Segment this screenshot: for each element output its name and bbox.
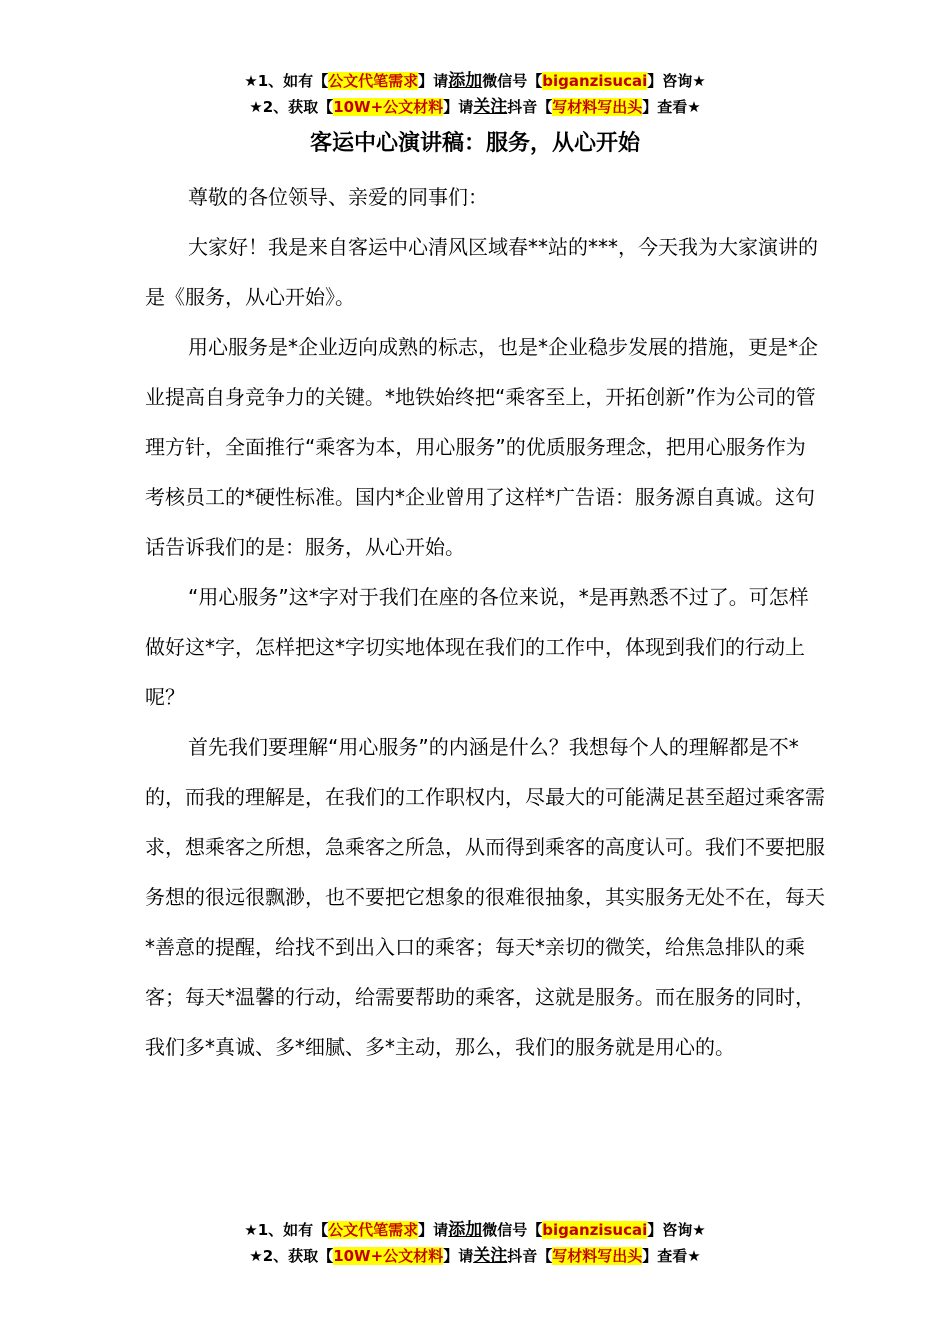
paragraph-salutation: 尊敬的各位领导、亲爱的同事们： — [188, 185, 488, 209]
paragraph: 大家好！我是来自客运中心清风区域春**站的***，今天我为大家演讲的是《服务，从心开始》。 — [145, 235, 818, 309]
banner-text: 】请 — [443, 98, 474, 116]
banner-emphasis: 关注 — [473, 97, 508, 117]
banner-text: 】查看★ — [642, 1247, 701, 1265]
banner-text: 】请 — [418, 1221, 449, 1239]
banner-line-2 — [0, 1243, 950, 1269]
banner-highlight: 10W+公文材料 — [333, 98, 444, 116]
banner-highlight: 写材料写出头 — [552, 1247, 643, 1265]
banner-highlight: biganzisucai — [542, 72, 648, 90]
banner-line-2 — [0, 94, 950, 120]
banner-text: 】请 — [443, 1247, 474, 1265]
banner-text: ★2、获取【 — [249, 1247, 334, 1265]
document-body — [145, 172, 825, 1072]
banner-line-1 — [0, 68, 950, 94]
banner-highlight: 公文代笔需求 — [328, 1221, 419, 1239]
banner-text: 】查看★ — [642, 98, 701, 116]
paragraph: 用心服务是*企业迈向成熟的标志，也是*企业稳步发展的措施，更是*企业提高自身竞争力的关键。*地铁始终把“乘客至上，开拓创新”作为公司的管理方针，全面推行“乘客为本，用心服务”的优质服务理念，把用心服务作为考核员工的*硬性标准。国内*企业曾用了这样*广告语：服务源自真诚。这句话告诉我们的是：服务，从心开始。 — [145, 335, 818, 559]
banner-emphasis: 关注 — [473, 1246, 508, 1266]
banner-emphasis: 添加 — [448, 71, 483, 91]
banner-text: 抖音【 — [507, 1247, 553, 1265]
paragraph: “用心服务”这*字对于我们在座的各位来说，*是再熟悉不过了。可怎样做好这*字，怎样把这*字切实地体现在我们的工作中，体现到我们的行动上呢？ — [145, 585, 809, 709]
banner-highlight: 10W+公文材料 — [333, 1247, 444, 1265]
banner-text: 】请 — [418, 72, 449, 90]
banner-text: 抖音【 — [507, 98, 553, 116]
banner-text: 微信号【 — [482, 1221, 543, 1239]
document-title: 客运中心演讲稿：服务，从心开始 — [309, 131, 640, 156]
header-banner — [0, 68, 950, 120]
banner-emphasis: 添加 — [448, 1220, 483, 1240]
banner-highlight: 写材料写出头 — [552, 98, 643, 116]
paragraph: 首先我们要理解“用心服务”的内涵是什么？我想每个人的理解都是不*的，而我的理解是，在我们的工作职权内，尽最大的可能满足甚至超过乘客需求，想乘客之所想，急乘客之所急，从而得到乘客的高度认可。我们不要把服务想的很远很飘渺，也不要把它想象的很难很抽象，其实服务无处不在，每天*善意的提醒，给找不到出入口的乘客；每天*亲切的微笑，给焦急排队的乘客；每天*温馨的行动，给需要帮助的乘客，这就是服务。而在服务的同时，我们多*真诚、多*细腻、多*主动，那么，我们的服务就是用心的。 — [145, 735, 825, 1059]
banner-line-1 — [0, 1217, 950, 1243]
footer-banner — [0, 1217, 950, 1269]
banner-text: 微信号【 — [482, 72, 543, 90]
banner-text: ★2、获取【 — [249, 98, 334, 116]
banner-text: 】咨询★ — [647, 1221, 706, 1239]
banner-text: ★1、如有【 — [244, 1221, 329, 1239]
banner-highlight: biganzisucai — [542, 1221, 648, 1239]
banner-highlight: 公文代笔需求 — [328, 72, 419, 90]
banner-text: ★1、如有【 — [244, 72, 329, 90]
banner-text: 】咨询★ — [647, 72, 706, 90]
